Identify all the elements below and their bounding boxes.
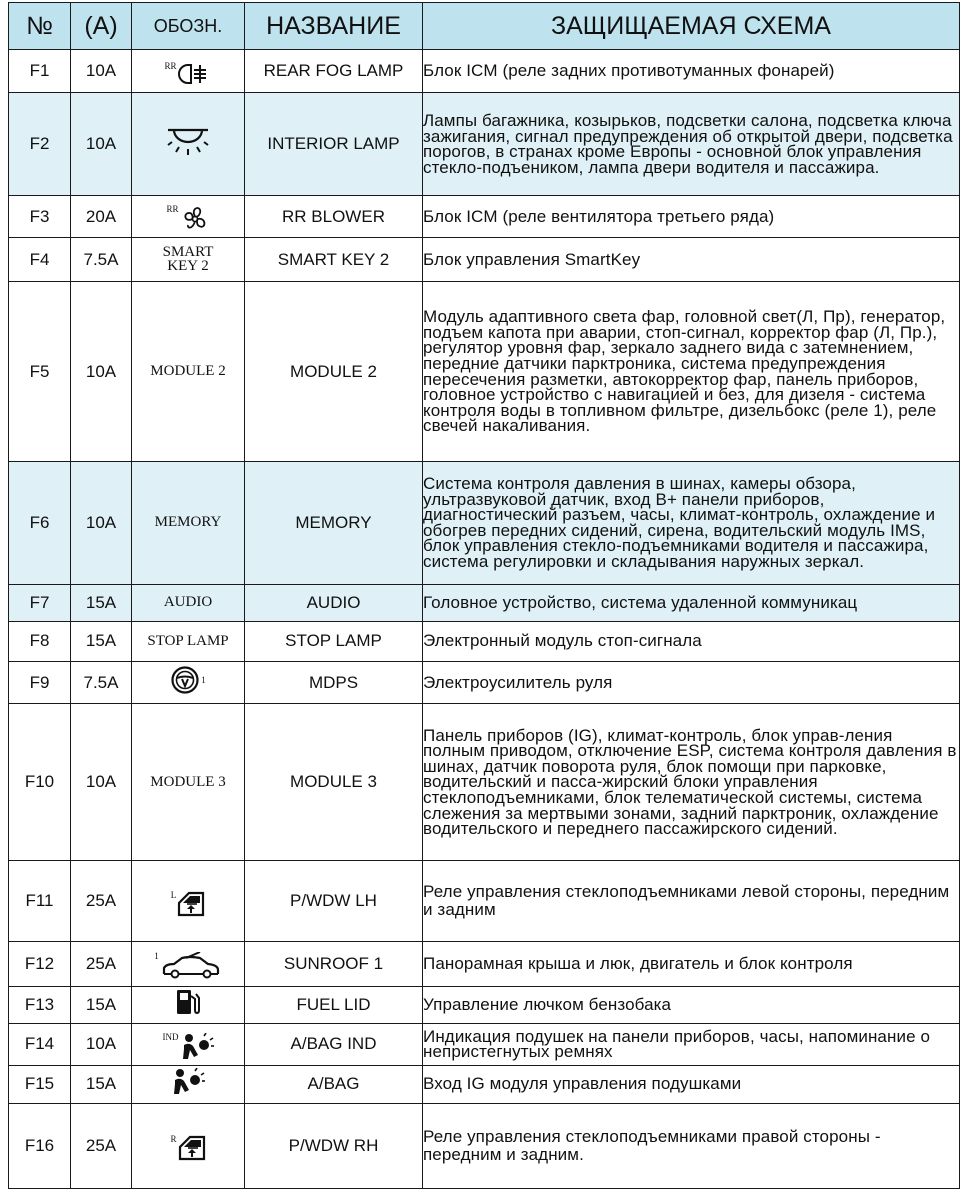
table-row — [9, 238, 960, 282]
fuse-symbol — [132, 861, 245, 942]
fuse-symbol — [132, 986, 245, 1023]
table-row — [9, 196, 960, 238]
fuse-amperage: 10A — [71, 1023, 132, 1065]
fuse-name: MODULE 2 — [245, 282, 423, 461]
table-row — [9, 282, 960, 461]
fuse-number: F14 — [9, 1023, 71, 1065]
fuse-amperage: 15A — [71, 621, 132, 661]
symbol-text: AUDIO — [163, 594, 213, 611]
fuse-number: F7 — [9, 584, 71, 621]
symbol-superscript: RR — [164, 60, 177, 71]
table-row — [9, 662, 960, 704]
fuse-amperage: 10A — [71, 50, 132, 93]
fuse-number: F13 — [9, 986, 71, 1023]
table-row — [9, 1023, 960, 1065]
symbol-superscript: IND — [162, 1031, 179, 1042]
fuse-symbol — [132, 1023, 245, 1065]
symbol-superscript: R — [170, 1134, 177, 1145]
table-row — [9, 93, 960, 196]
fuse-description: Панорамная крыша и люк, двигатель и блок контроля — [423, 942, 960, 986]
fuse-symbol-fuel — [175, 988, 201, 1016]
fuse-amperage: 15A — [71, 1065, 132, 1103]
symbol-text: STOP LAMP — [147, 632, 229, 649]
fuse-description: Лампы багажника, козырьков, подсветки салона, подсветка ключа зажигания, сигнал предупреждения об открытой двери, подсветка порогов, в странах кроме Европы - основной блок управления стекло-подъеником, лампа двери водителя и пассажира. — [423, 93, 960, 196]
fuse-number: F9 — [9, 662, 71, 704]
fuse-name: P/WDW LH — [245, 861, 423, 942]
fuse-description: Электронный модуль стоп-сигнала — [423, 621, 960, 661]
fuse-name: SMART KEY 2 — [245, 238, 423, 282]
power-window-icon — [177, 891, 205, 917]
symbol-superscript: 1 — [201, 675, 206, 686]
col-header-number: № — [9, 3, 71, 50]
fuse-description: Головное устройство, система удаленной коммуникац — [423, 584, 960, 621]
steering-wheel-icon — [170, 665, 200, 695]
fuse-description: Блок ICM (реле задних противотуманных фонарей) — [423, 50, 960, 93]
fuse-amperage: 25A — [71, 861, 132, 942]
fuse-symbol — [132, 704, 245, 861]
fuse-symbol — [132, 93, 245, 196]
fuse-amperage: 25A — [71, 1103, 132, 1188]
symbol-superscript: 1 — [154, 950, 159, 961]
fuse-number: F6 — [9, 461, 71, 584]
fuse-amperage: 15A — [71, 584, 132, 621]
table-row — [9, 704, 960, 861]
fuse-number: F16 — [9, 1103, 71, 1188]
table-row — [9, 986, 960, 1023]
table-row — [9, 861, 960, 942]
fuse-number: F1 — [9, 50, 71, 93]
fuse-description: Управление лючком бензобака — [423, 986, 960, 1023]
fuse-name: REAR FOG LAMP — [245, 50, 423, 93]
fuse-number: F11 — [9, 861, 71, 942]
interior-lamp-icon — [164, 126, 212, 158]
fuse-symbol — [132, 282, 245, 461]
fuse-name: AUDIO — [245, 584, 423, 621]
fuse-description: Система контроля давления в шинах, камеры обзора, ультразвуковой датчик, вход B+ панели приборов, диагностический разъем, часы, климат-контроль, охлаждение и обогрев передних сидений, сирена, водительский модуль IMS, блок управления стекло-подъемниками водителя и пассажира, система регулировки и складывания наружных зеркал. — [423, 461, 960, 584]
table-row — [9, 1065, 960, 1103]
fuse-description: Реле управления стеклоподъемниками правой стороны - передним и задним. — [423, 1103, 960, 1188]
fuse-number: F3 — [9, 196, 71, 238]
fuse-description: Панель приборов (IG), климат-контроль, блок управ-ления полным приводом, отключение ESP, система контроля давления в шинах, датчик поворота руля, блок помощи при парковке, водительский и пасса-жирский блоки управления стеклоподъемниками, блок телематической системы, система слежения за мертвыми зонами, задний парктроник, охлаждение водительского и переднего пассажирского сидений. — [423, 704, 960, 861]
fuse-description: Реле управления стеклоподъемниками левой стороны, передним и задним — [423, 861, 960, 942]
fuse-symbol — [132, 196, 245, 238]
fuse-description: Модуль адаптивного света фар, головной свет(Л, Пр), генератор, подъем капота при аварии, стоп-сигнал, корректор фар (Л, Пр.), регулятор уровня фар, зеркало заднего вида с затемнением, передние датчики парктроника, система предупреждения пересечения разметки, автокорректор фар, панель приборов, головное устройство с навигацией и без, для дизеля - система контроля воды в топливном фильтре, дизельбокс (реле 1), реле свечей накаливания. — [423, 282, 960, 461]
table-row — [9, 584, 960, 621]
fuse-number: F10 — [9, 704, 71, 861]
fuse-symbol — [132, 1103, 245, 1188]
fuse-amperage: 15A — [71, 986, 132, 1023]
header-row — [9, 3, 960, 50]
fuse-name: A/BAG — [245, 1065, 423, 1103]
fuse-symbol — [132, 461, 245, 584]
fuel-pump-icon — [175, 988, 201, 1016]
fuse-symbol — [132, 238, 245, 282]
blower-fan-icon — [180, 205, 210, 233]
fuse-number: F5 — [9, 282, 71, 461]
fuse-amperage: 10A — [71, 461, 132, 584]
fuse-name: MEMORY — [245, 461, 423, 584]
fuse-amperage: 10A — [71, 282, 132, 461]
fuse-name: P/WDW RH — [245, 1103, 423, 1188]
symbol-text: SMART KEY 2 — [162, 243, 214, 274]
fuse-name: INTERIOR LAMP — [245, 93, 423, 196]
fuse-symbol — [132, 942, 245, 986]
fuse-description: Электроусилитель руля — [423, 662, 960, 704]
table-row — [9, 50, 960, 93]
fuse-table — [8, 2, 960, 1189]
fuse-name: RR BLOWER — [245, 196, 423, 238]
fuse-name: STOP LAMP — [245, 621, 423, 661]
fuse-symbol — [132, 621, 245, 661]
fuse-name: MODULE 3 — [245, 704, 423, 861]
symbol-text: MODULE 2 — [150, 363, 226, 380]
fuse-symbol — [132, 584, 245, 621]
fuse-name: SUNROOF 1 — [245, 942, 423, 986]
fuse-description: Блок управления SmartKey — [423, 238, 960, 282]
symbol-superscript: L — [170, 889, 177, 900]
airbag-icon — [171, 1068, 205, 1096]
fuse-name: MDPS — [245, 662, 423, 704]
table-row — [9, 1103, 960, 1188]
fuse-symbol — [132, 50, 245, 93]
col-header-circuit: ЗАЩИЩАЕМАЯ СХЕМА — [423, 3, 960, 50]
symbol-superscript: RR — [166, 204, 179, 215]
fuse-number: F15 — [9, 1065, 71, 1103]
airbag-icon — [180, 1033, 214, 1061]
fuse-number: F2 — [9, 93, 71, 196]
fuse-number: F4 — [9, 238, 71, 282]
fuse-number: F12 — [9, 942, 71, 986]
fuse-symbol — [132, 1065, 245, 1103]
fuse-amperage: 25A — [71, 942, 132, 986]
fuse-amperage: 7.5A — [71, 238, 132, 282]
fuse-amperage: 20A — [71, 196, 132, 238]
fuse-description: Блок ICM (реле вентилятора третьего ряда) — [423, 196, 960, 238]
symbol-text: MODULE 3 — [150, 773, 226, 790]
fuse-description: Вход IG модуля управления подушками — [423, 1065, 960, 1103]
col-header-name: НАЗВАНИЕ — [245, 3, 423, 50]
fuse-symbol — [132, 662, 245, 704]
col-header-amperage: (A) — [71, 3, 132, 50]
table-row — [9, 461, 960, 584]
fuse-description: Индикация подушек на панели приборов, часы, напоминание о непристегнутых ремнях — [423, 1023, 960, 1065]
power-window-icon — [178, 1135, 206, 1161]
col-header-symbol: ОБОЗН. — [132, 3, 245, 50]
fuse-amperage: 10A — [71, 704, 132, 861]
table-row — [9, 621, 960, 661]
sunroof-car-icon — [160, 952, 222, 982]
fuse-name: A/BAG IND — [245, 1023, 423, 1065]
symbol-text: MEMORY — [154, 514, 222, 531]
fuse-name: FUEL LID — [245, 986, 423, 1023]
fuse-number: F8 — [9, 621, 71, 661]
fuse-amperage: 7.5A — [71, 662, 132, 704]
table-row — [9, 942, 960, 986]
fuse-amperage: 10A — [71, 93, 132, 196]
rear-fog-lamp-icon — [178, 62, 212, 86]
